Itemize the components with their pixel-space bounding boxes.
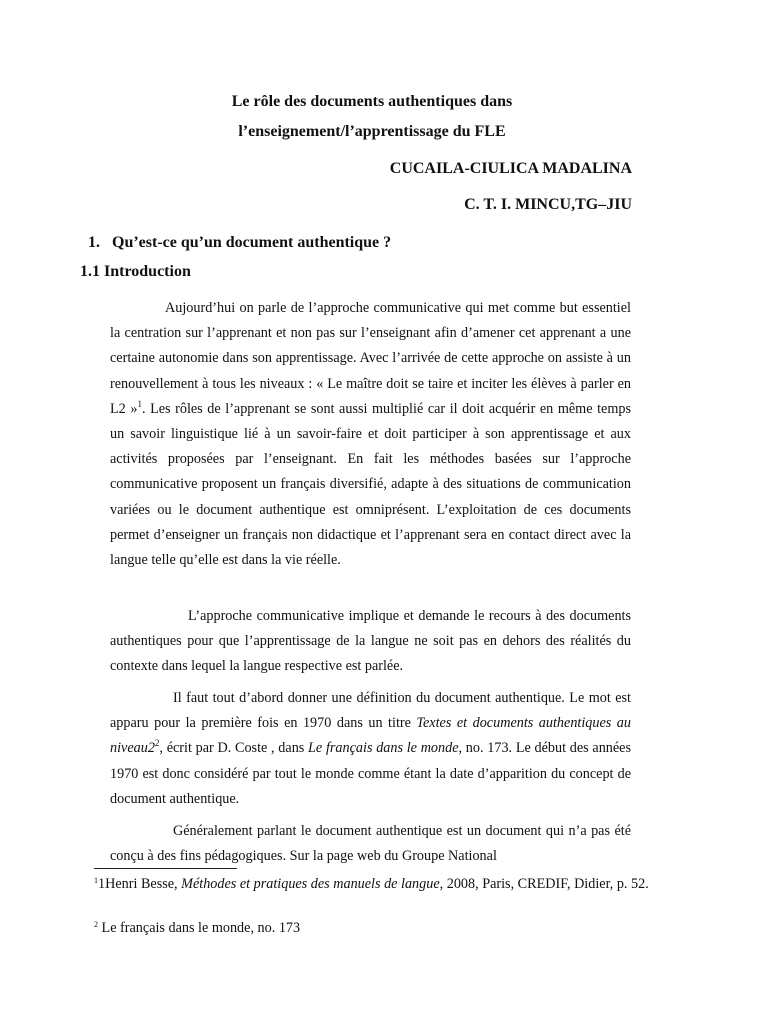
footnote-text: 1Henri Besse, xyxy=(98,876,182,892)
footnote-text: , 2008, Paris, CREDIF, Didier, p. 52. xyxy=(439,876,649,892)
section-heading-1 xyxy=(88,234,391,252)
footnote-italic-title: Méthodes et pratiques des manuels de langue xyxy=(181,876,440,892)
italic-journal: Le français dans le monde xyxy=(308,740,459,757)
paragraph-definition xyxy=(110,686,631,812)
section-title: Qu’est-ce qu’un document authentique ? xyxy=(112,234,392,251)
footnote-text: Le français dans le monde, no. 173 xyxy=(98,920,301,936)
paragraph-text: , écrit par D. Coste , dans xyxy=(159,740,309,757)
document-title-line-2: l’enseignement/l’apprentissage du FLE xyxy=(238,123,506,140)
author-institution: C. T. I. MINCU,TG–JIU xyxy=(464,196,632,213)
paragraph-general: Généralement parlant le document authentique est un document qui n’a pas été conçu à des fins pédagogiques. Sur la page web du Groupe National xyxy=(110,823,631,865)
footnote-mark: 2 xyxy=(94,920,98,929)
footnote-mark: 1 xyxy=(94,876,98,885)
paragraph-text: , no. 173. Le début des années 1970 est donc considéré par tout le monde comme étant la date d’apparition du concept de document authentique. xyxy=(110,740,632,807)
paragraph-text: Il faut tout d’abord donner une définition du document authentique. Le mot est apparu pour la première fois en 1970 dans un titre xyxy=(110,690,631,732)
italic-title: Textes et documents authentiques au niveau2 xyxy=(110,715,631,757)
footnote-separator xyxy=(94,868,237,869)
subsection-heading: 1.1 Introduction xyxy=(80,263,191,280)
section-number: 1. xyxy=(88,234,100,251)
footnote-2 xyxy=(94,918,684,938)
author-name: CUCAILA-CIULICA MADALINA xyxy=(389,160,632,177)
paragraph-text: Aujourd’hui on parle de l’approche communicative qui met comme but essentiel la centration sur l’apprenant et non pas sur l’enseignant afin d’amener cet apprenant a une certaine autonomie dans son apprentissage. Avec l’arrivée de cette approche on assiste à un renouvellement à tous les niveaux : « Le maître doit se taire et inciter les élèves à parler en L2 » xyxy=(110,300,631,417)
paragraph-intro xyxy=(110,296,631,573)
paragraph-text: . Les rôles de l’apprenant se sont aussi multiplié car il doit acquérir en même temps un savoir linguistique lié à un savoir-faire et doit participer à son apprentissage et aux activités proposées par l’enseignant. En fait les méthodes basées sur l’approche communicative proposent un français diversifié, adapte à des situations de communication variées ou le document authentique est omniprésent. L’exploitation de ces documents permet d’enseigner un français non didactique et l’apprenant sera en contact direct avec la langue telle qu’elle est dans la vie réelle. xyxy=(110,400,631,569)
footnote-1 xyxy=(94,874,684,894)
document-title-line-1: Le rôle des documents authentiques dans xyxy=(231,93,513,110)
paragraph-approach: L’approche communicative implique et demande le recours à des documents authentiques pour que l’apprentissage de la langue ne soit pas en dehors des réalités du contexte dans lequel la langue respective est parlée. xyxy=(110,608,631,675)
footnote-ref-2: 2 xyxy=(154,738,160,749)
footnote-ref-1: 1 xyxy=(137,398,142,409)
